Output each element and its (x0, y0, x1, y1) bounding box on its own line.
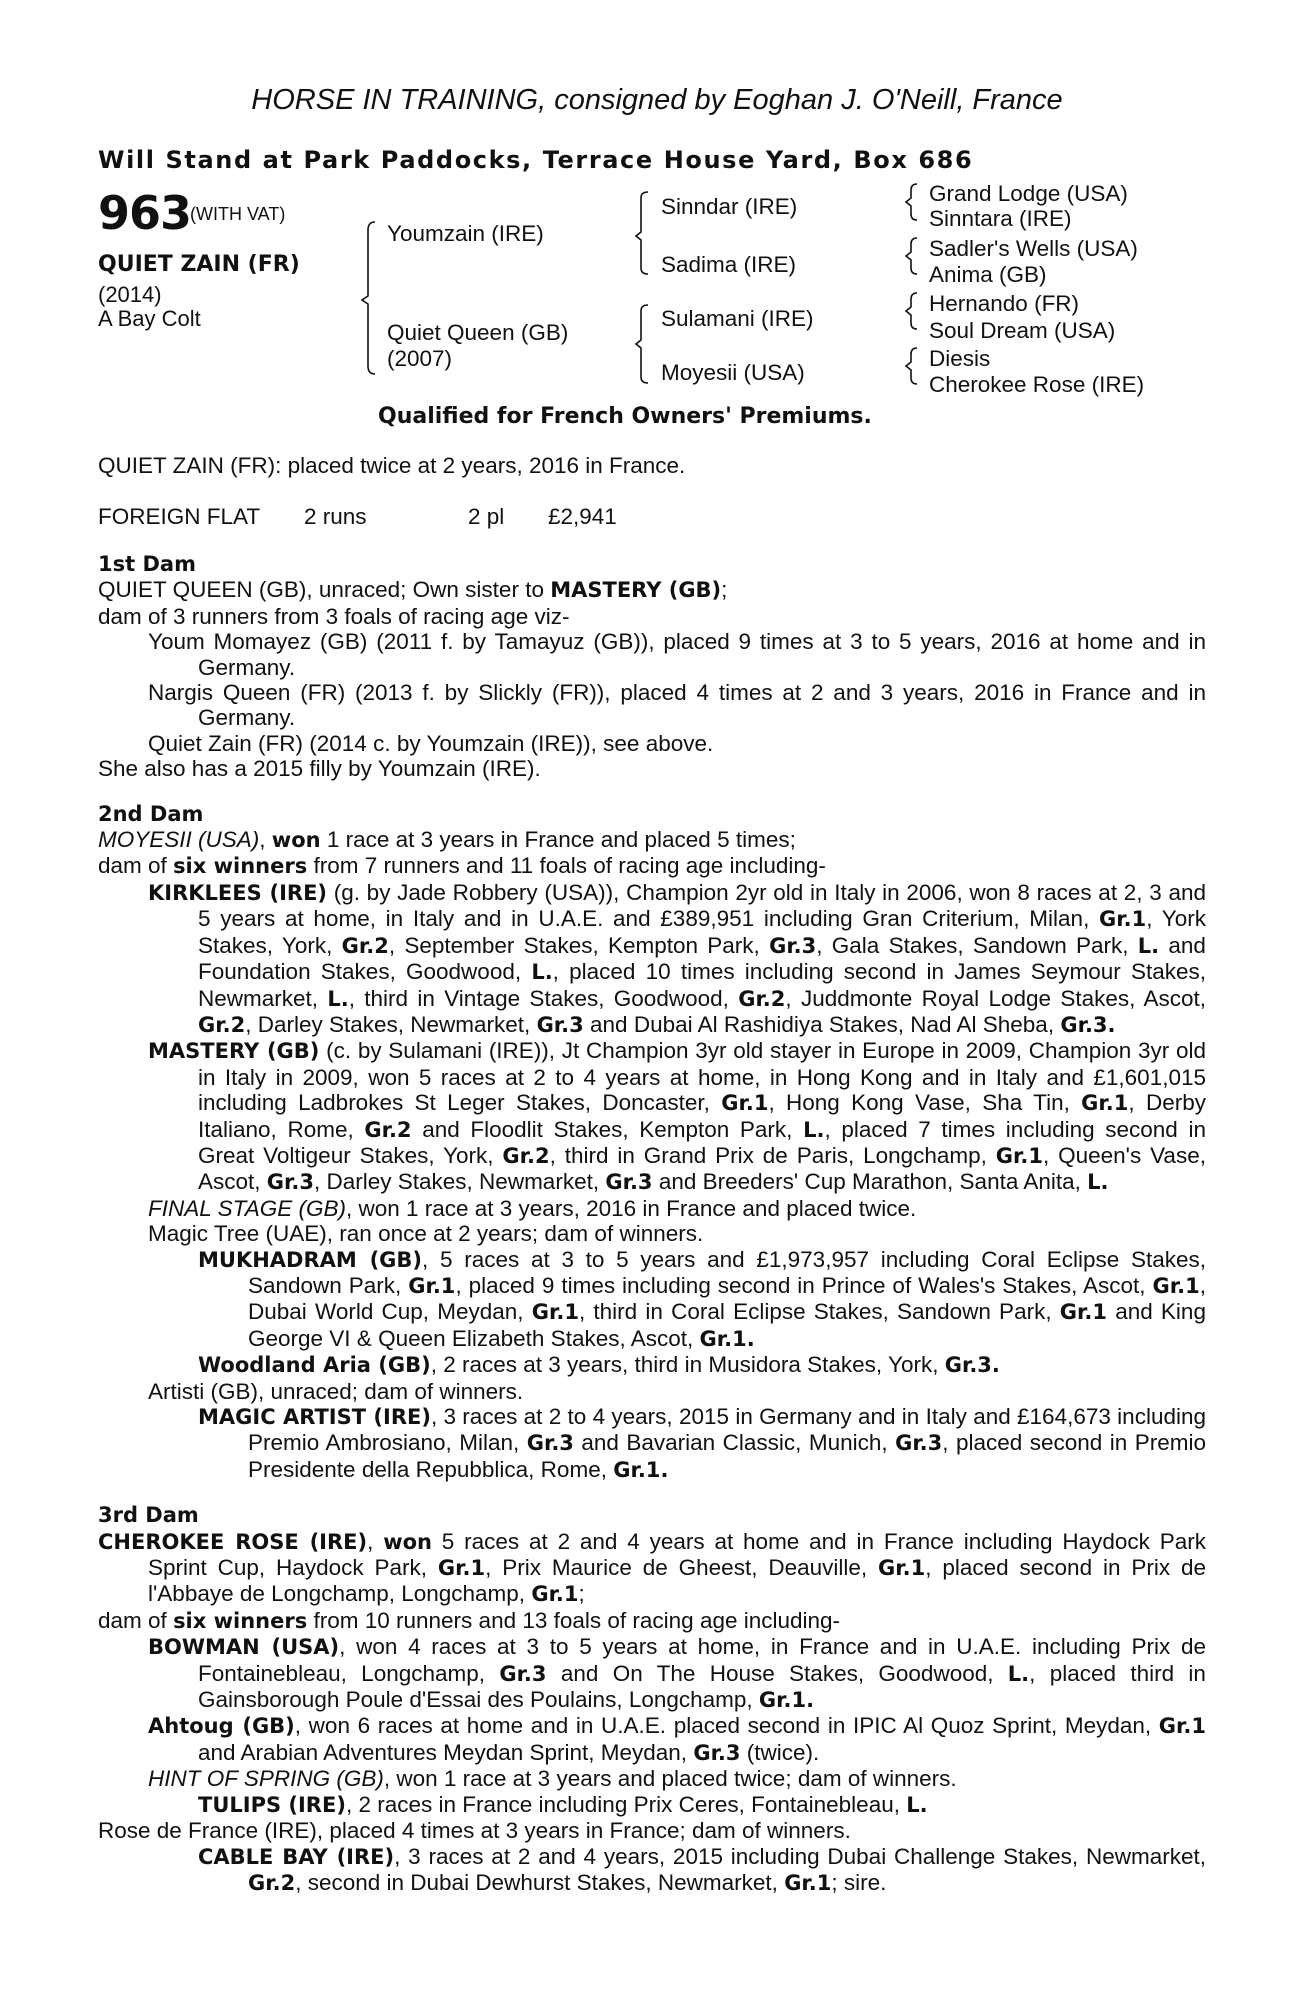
progeny-entry: Youm Momayez (GB) (2011 f. by Tamayuz (GB)), placed 9 times at 3 to 5 years, 2016 at home and in Germany. (148, 629, 1206, 680)
pedigree-g7: Diesis (929, 346, 991, 371)
pedigree-brackets (0, 0, 1314, 420)
pedigree-dam-sire: Sulamani (IRE) (661, 306, 814, 331)
stand-location: Will Stand at Park Paddocks, Terrace House Yard, Box 686 (98, 146, 974, 174)
second-dam-heading: 2nd Dam (98, 801, 204, 826)
pedigree-sire-sire: Sinndar (IRE) (661, 194, 798, 219)
progeny-entry: HINT OF SPRING (GB), won 1 race at 3 years and placed twice; dam of winners. (148, 1766, 957, 1792)
horse-description: A Bay Colt (98, 306, 201, 331)
first-dam-production: dam of 3 runners from 3 foals of racing age viz- (98, 603, 570, 629)
grandprogeny-entry: CABLE BAY (IRE), 3 races at 2 and 4 years, 2015 including Dubai Challenge Stakes, Newmarket, Gr.2, second in Dubai Dewhurst Stakes, Newmarket, Gr.1; sire. (198, 1843, 1206, 1895)
pedigree-g4: Anima (GB) (929, 262, 1047, 287)
horse-year: (2014) (98, 282, 162, 307)
race-summary: QUIET ZAIN (FR): placed twice at 2 years, 2016 in France. (98, 453, 686, 478)
progeny-entry: Artisti (GB), unraced; dam of winners. (148, 1378, 524, 1404)
first-dam-note: She also has a 2015 filly by Youmzain (IRE). (98, 756, 541, 782)
record-placed: 2 pl (468, 504, 505, 529)
record-prize: £2,941 (548, 504, 617, 529)
third-dam-production: dam of six winners from 10 runners and 13 foals of racing age including- (98, 1607, 841, 1633)
progeny-entry: Nargis Queen (FR) (2013 f. by Slickly (FR)), placed 4 times at 2 and 3 years, 2016 in France and in Germany. (148, 680, 1206, 731)
catalogue-body (98, 552, 1206, 1896)
progeny-entry: BOWMAN (USA), won 4 races at 3 to 5 years at home, in France and in U.A.E. including Prix de Fontainebleau, Longchamp, Gr.3 and On The House Stakes, Goodwood, L., placed third in Gainsborough Poule d'Essai des Poulains, Longchamp, Gr.1. (148, 1634, 1206, 1713)
horse-name: QUIET ZAIN (FR) (98, 252, 300, 277)
second-dam-line: MOYESII (USA), won 1 race at 3 years in France and placed 5 times; (98, 827, 796, 853)
grandprogeny-entry: Woodland Aria (GB), 2 races at 3 years, third in Musidora Stakes, York, Gr.3. (198, 1352, 1000, 1378)
progeny-entry: Rose de France (IRE), placed 4 times at 3 years in France; dam of winners. (98, 1818, 851, 1844)
second-dam-production: dam of six winners from 7 runners and 11 foals of racing age including- (98, 853, 826, 879)
progeny-entry: Magic Tree (UAE), ran once at 2 years; dam of winners. (148, 1221, 704, 1247)
pedigree-g3: Sadler's Wells (USA) (929, 236, 1138, 261)
vat-note: (WITH VAT) (190, 204, 286, 224)
third-dam-line: CHEROKEE ROSE (IRE), won 5 races at 2 and 4 years at home and in France including Haydock Park Sprint Cup, Haydock Park, Gr.1, Prix Maurice de Gheest, Deauville, Gr.1, placed second in Prix de l'Abbaye de Longchamp, Longchamp, Gr.1; (98, 1528, 1206, 1607)
pedigree-sire-dam: Sadima (IRE) (661, 252, 797, 277)
grandprogeny-entry: MAGIC ARTIST (IRE), 3 races at 2 to 4 years, 2015 in Germany and in Italy and £164,673 including Premio Ambrosiano, Milan, Gr.3 and Bavarian Classic, Munich, Gr.3, placed second in Premio Presidente della Repubblica, Rome, Gr.1. (198, 1404, 1206, 1482)
progeny-entry: KIRKLEES (IRE) (g. by Jade Robbery (USA)), Champion 2yr old in Italy in 2006, won 8 races at 2, 3 and 5 years at home, in Italy and in U.A.E. and £389,951 including Gran Criterium, Milan, Gr.1, York Stakes, York, Gr.2, September Stakes, Kempton Park, Gr.3, Gala Stakes, Sandown Park, L. and Foundation Stakes, Goodwood, L., placed 10 times including second in James Seymour Stakes, Newmarket, L., third in Vintage Stakes, Goodwood, Gr.2, Juddmonte Royal Lodge Stakes, Ascot, Gr.2, Darley Stakes, Newmarket, Gr.3 and Dubai Al Rashidiya Stakes, Nad Al Sheba, Gr.3. (148, 879, 1206, 1037)
pedigree-g2: Sinntara (IRE) (929, 206, 1072, 231)
progeny-entry: Quiet Zain (FR) (2014 c. by Youmzain (IRE)), see above. (148, 730, 714, 756)
record-runs: 2 runs (304, 504, 367, 529)
pedigree-sire: Youmzain (IRE) (387, 221, 544, 246)
progeny-entry: MASTERY (GB) (c. by Sulamani (IRE)), Jt Champion 3yr old stayer in Europe in 2009, Champion 3yr old in Italy in 2009, won 5 races at 2 to 4 years at home, in Hong Kong and in Italy and £1,601,015 including Ladbrokes St Leger Stakes, Doncaster, Gr.1, Hong Kong Vase, Sha Tin, Gr.1, Derby Italiano, Rome, Gr.2 and Floodlit Stakes, Kempton Park, L., placed 7 times including second in Great Voltigeur Stakes, York, Gr.2, third in Grand Prix de Paris, Longchamp, Gr.1, Queen's Vase, Ascot, Gr.3, Darley Stakes, Newmarket, Gr.3 and Breeders' Cup Marathon, Santa Anita, L. (148, 1038, 1206, 1195)
pedigree-dam-dam: Moyesii (USA) (661, 360, 805, 385)
grandprogeny-entry: MUKHADRAM (GB), 5 races at 3 to 5 years and £1,973,957 including Coral Eclipse Stakes, Sandown Park, Gr.1, placed 9 times including second in Prince of Wales's Stakes, Ascot, Gr.1, Dubai World Cup, Meydan, Gr.1, third in Coral Eclipse Stakes, Sandown Park, Gr.1 and King George VI & Queen Elizabeth Stakes, Ascot, Gr.1. (198, 1246, 1206, 1351)
grandprogeny-entry: TULIPS (IRE), 2 races in France including Prix Ceres, Fontainebleau, L. (198, 1791, 928, 1817)
pedigree-g5: Hernando (FR) (929, 291, 1080, 316)
pedigree-g6: Soul Dream (USA) (929, 318, 1116, 343)
progeny-entry: FINAL STAGE (GB), won 1 race at 3 years, 2016 in France and placed twice. (148, 1195, 917, 1221)
first-dam-heading: 1st Dam (98, 552, 196, 576)
pedigree-g1: Grand Lodge (USA) (929, 181, 1128, 206)
record-label: FOREIGN FLAT (98, 504, 261, 529)
lot-number: 963 (98, 186, 192, 240)
qualified-note: Qualified for French Owners' Premiums. (378, 404, 872, 429)
pedigree-dam-year: (2007) (387, 346, 453, 371)
first-dam-line: QUIET QUEEN (GB), unraced; Own sister to MASTERY (GB); (98, 577, 728, 603)
pedigree-g8: Cherokee Rose (IRE) (929, 372, 1145, 397)
pedigree-dam: Quiet Queen (GB) (387, 320, 569, 345)
page-title: HORSE IN TRAINING, consigned by Eoghan J. O'Neill, France (251, 84, 1063, 116)
third-dam-heading: 3rd Dam (98, 1503, 199, 1528)
progeny-entry: Ahtoug (GB), won 6 races at home and in U.A.E. placed second in IPIC Al Quoz Sprint, Meydan, Gr.1 and Arabian Adventures Meydan Sprint, Meydan, Gr.3 (twice). (148, 1713, 1206, 1765)
